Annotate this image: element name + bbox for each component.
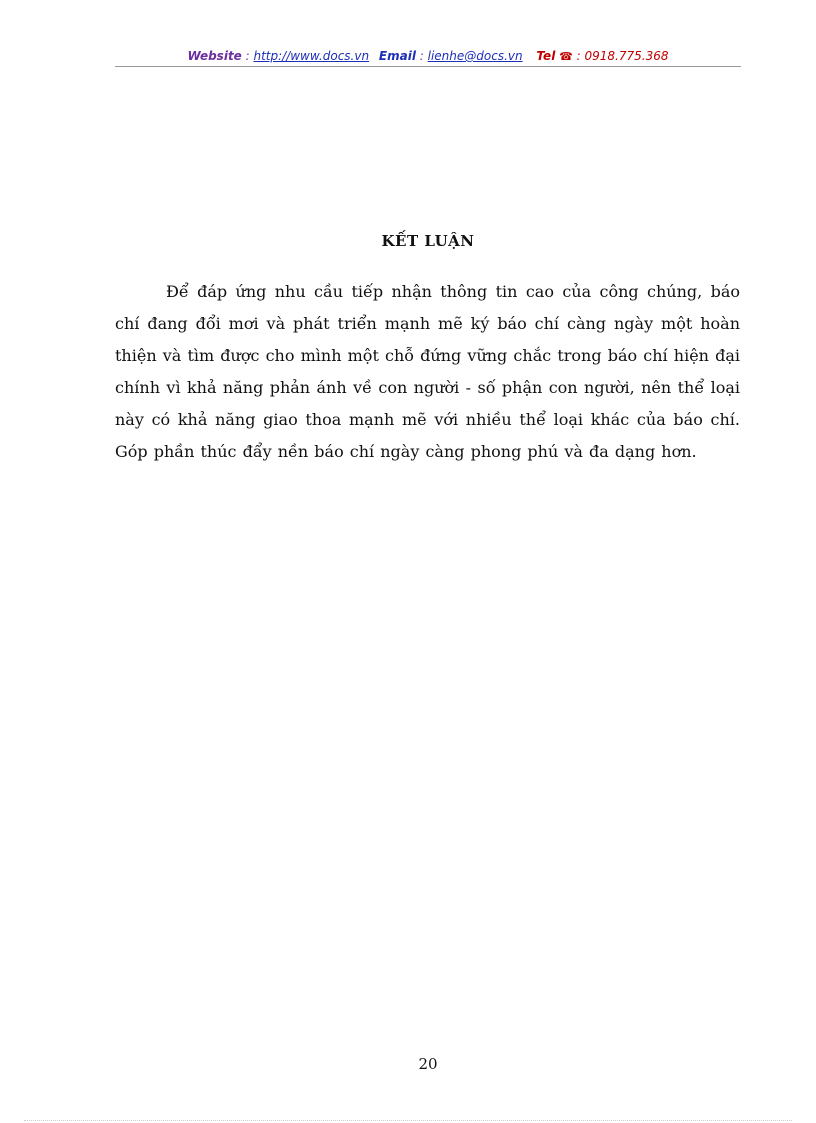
website-separator: : <box>241 49 254 63</box>
tel-label: Tel <box>536 49 556 63</box>
tel-separator: : <box>572 49 585 63</box>
email-separator: : <box>415 49 428 63</box>
section-title: KẾT LUẬN <box>381 232 475 250</box>
website-link[interactable]: http://www.docs.vn <box>253 49 370 63</box>
body-paragraph: Để đáp ứng nhu cầu tiếp nhận thông tin cao của công chúng, báo chí đang đổi mơi và phát triển mạnh mẽ ký báo chí càng ngày một hoàn thiện và tìm được cho mình một chỗ đứng vững chắc trong báo chí hiện đại chính vì khả năng phản ánh về con người - số phận con người, nên thể loại này có khả năng giao thoa mạnh mẽ với nhiều thể loại khác của báo chí. Góp phần thúc đẩy nền báo chí ngày càng phong phú và đa dạng hơn. <box>115 282 740 461</box>
page-header <box>115 48 741 65</box>
header-divider <box>115 66 741 67</box>
email-link[interactable]: lienhe@docs.vn <box>427 49 523 63</box>
telephone-icon: ☎ <box>559 50 573 63</box>
page-bottom-border <box>24 1120 792 1121</box>
tel-number: 0918.775.368 <box>584 49 669 63</box>
website-label: Website <box>187 49 242 63</box>
page-number: 20 <box>418 1055 438 1073</box>
email-label: Email <box>378 49 416 63</box>
